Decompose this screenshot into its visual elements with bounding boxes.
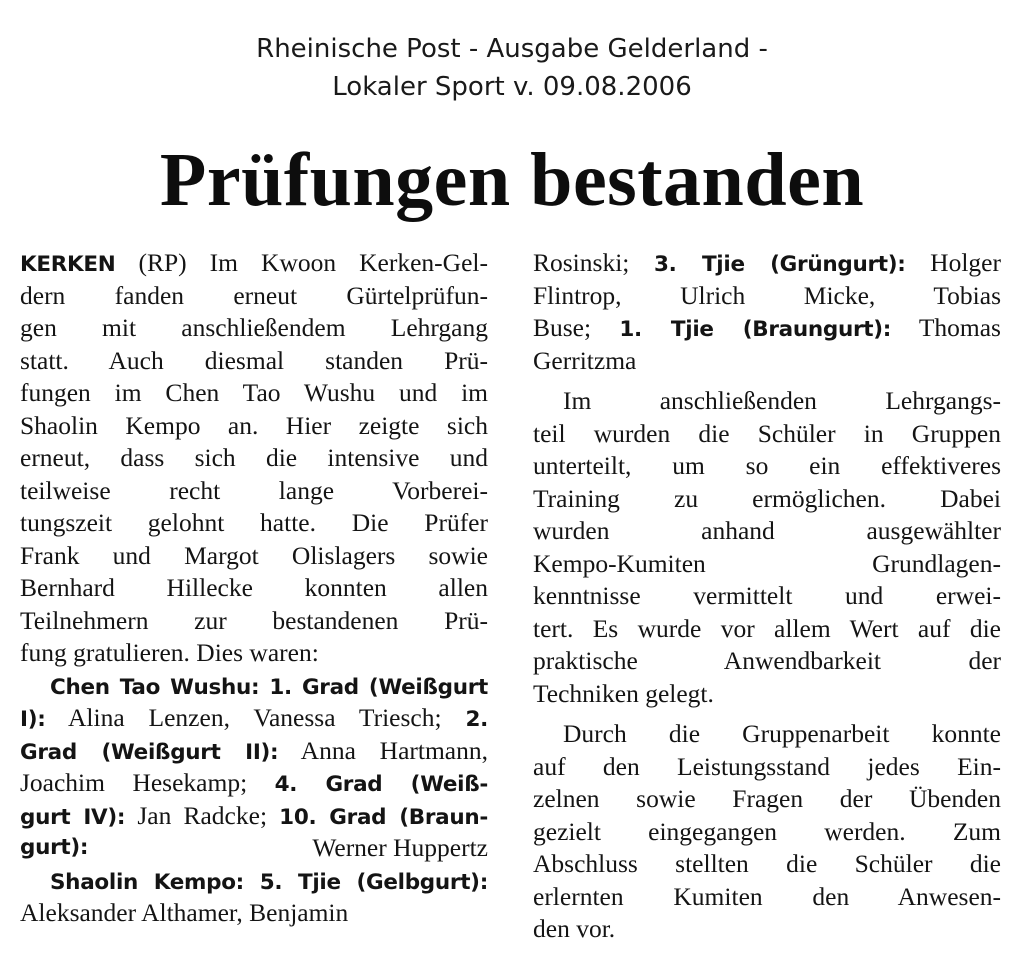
text-segment: Bernhard Hillecke konnten allen (20, 573, 488, 602)
text-segment: Buse; (533, 313, 620, 342)
article-line (533, 718, 1001, 751)
article-line (533, 613, 1001, 646)
bold-segment: 2. (465, 707, 488, 732)
text-segment: den vor. (533, 914, 616, 943)
text-segment: Flintrop, Ulrich Micke, Tobias (533, 280, 1001, 310)
source-line-1: Rheinische Post - Ausgabe Gelderland - (256, 34, 768, 64)
article-line (533, 515, 1001, 548)
bold-segment: 4. Grad (Weiß- (274, 772, 488, 797)
article-line (20, 280, 488, 313)
article-line (20, 572, 488, 605)
article-line (533, 548, 1001, 581)
article-line (20, 475, 488, 508)
article-line (20, 410, 488, 443)
article-line (20, 832, 488, 865)
text-segment: erneut, dass sich die intensive und (20, 443, 488, 472)
article-line (533, 247, 1001, 280)
headline: Prüfungen bestanden (159, 138, 865, 222)
article-line (533, 483, 1001, 516)
text-segment: Joachim Hesekamp; (20, 768, 275, 797)
article-line (20, 702, 488, 735)
text-segment: fungen im Chen Tao Wushu und im (20, 378, 488, 407)
article-line (533, 751, 1001, 784)
article-line (20, 865, 488, 898)
article-line (20, 767, 488, 800)
bold-segment: gurt IV): (20, 804, 126, 830)
bold-segment: I): (20, 707, 46, 732)
article-line (533, 312, 1001, 345)
text-segment: (RP) Im Kwoon Kerken-Gel- (115, 248, 488, 277)
bold-segment: Grad (Weißgurt II): (20, 739, 279, 765)
article-column-right (533, 247, 1001, 946)
article-line (20, 442, 488, 475)
text-segment: teilweise recht lange Vorberei- (20, 475, 488, 505)
text-segment: teil wurden die Schüler in Gruppen (533, 418, 1001, 448)
article-line (20, 800, 488, 833)
article-line (533, 645, 1001, 678)
article-line (20, 897, 488, 930)
text-segment: Thomas (891, 313, 1001, 342)
source-line-2: Lokaler Sport v. 09.08.2006 (332, 72, 692, 102)
article-line (20, 605, 488, 638)
text-segment: auf den Leistungsstand jedes Ein- (533, 751, 1001, 781)
bold-segment: gurt): (20, 835, 89, 860)
text-segment: Rosinski; (533, 248, 654, 277)
text-segment: tert. Es wurde vor allem Wert auf die (533, 613, 1001, 643)
text-segment: Durch die Gruppenarbeit konnte (563, 719, 1001, 748)
text-segment: Gerritzma (533, 345, 637, 375)
text-segment: Shaolin Kempo an. Hier zeigte sich (20, 410, 488, 440)
text-segment: gezielt eingegangen werden. Zum (533, 816, 1001, 846)
article-line (20, 345, 488, 378)
bold-segment: 1. Tjie (Braungurt): (619, 317, 892, 342)
text-segment: Teilnehmern zur bestandenen Prü- (20, 605, 488, 635)
text-segment: kenntnisse vermittelt und erwei- (533, 581, 1001, 610)
article-line (533, 783, 1001, 816)
text-segment: Holger (905, 248, 1001, 277)
text-segment: Techniken gelegt. (533, 678, 714, 708)
article-line (20, 735, 488, 768)
text-segment: Anna Hartmann, (278, 735, 488, 765)
text-segment: erlernten Kumiten den Anwesen- (533, 881, 1001, 911)
text-segment: fung gratulieren. Dies waren: (20, 638, 319, 667)
text-segment: statt. Auch diesmal standen Prü- (20, 345, 488, 375)
article-line (20, 670, 488, 703)
article-line (533, 881, 1001, 914)
article-line (20, 377, 488, 410)
text-segment: Im anschließenden Lehrgangs- (563, 386, 1001, 415)
article-line (533, 913, 1001, 946)
article-line (533, 345, 1001, 378)
text-segment: gen mit anschließendem Lehrgang (20, 313, 488, 342)
article-line (20, 540, 488, 573)
bold-segment: 3. Tjie (Grüngurt): (653, 252, 906, 277)
text-segment: praktische Anwendbarkeit der (533, 646, 1001, 675)
article-column-left (20, 247, 488, 930)
text-segment: zelnen sowie Fragen der Übenden (533, 784, 1001, 813)
text-segment: tungszeit gelohnt hatte. Die Prüfer (20, 508, 488, 537)
bold-segment: Shaolin Kempo: 5. Tjie (Gelbgurt): (50, 869, 488, 895)
paragraph-gap (533, 710, 1001, 718)
article-line (533, 816, 1001, 849)
article-line (20, 637, 488, 670)
text-segment: Aleksander Althamer, Benjamin (20, 898, 349, 927)
article-line (533, 450, 1001, 483)
article-line (533, 678, 1001, 711)
bold-segment: Chen Tao Wushu: 1. Grad (Weißgurt (50, 674, 488, 700)
article-line (20, 247, 488, 280)
bold-segment: 10. Grad (Braun- (279, 804, 488, 830)
text-segment: Abschluss stellten die Schüler die (533, 849, 1001, 878)
text-segment: Kempo-Kumiten Grundlagen- (533, 548, 1001, 578)
bold-segment: KERKEN (20, 252, 116, 277)
text-segment: Alina Lenzen, Vanessa Triesch; (45, 703, 466, 732)
article-line (533, 280, 1001, 313)
article-line (20, 507, 488, 540)
paragraph-gap (533, 377, 1001, 385)
text-segment: wurden anhand ausgewählter (533, 516, 1001, 545)
source-header (0, 30, 1024, 106)
article-line (20, 312, 488, 345)
text-segment: unterteilt, um so ein effektiveres (533, 451, 1001, 480)
text-segment: Frank und Margot Olislagers sowie (20, 540, 488, 570)
text-segment: Jan Radcke; (125, 800, 280, 830)
text-segment: Training zu ermöglichen. Dabei (533, 483, 1001, 513)
article-line (533, 418, 1001, 451)
text-segment: dern fanden erneut Gürtelprüfun- (20, 280, 488, 310)
text-segment: Werner Huppertz (312, 833, 488, 862)
article-line (533, 385, 1001, 418)
article-line (533, 848, 1001, 881)
article-line (533, 580, 1001, 613)
